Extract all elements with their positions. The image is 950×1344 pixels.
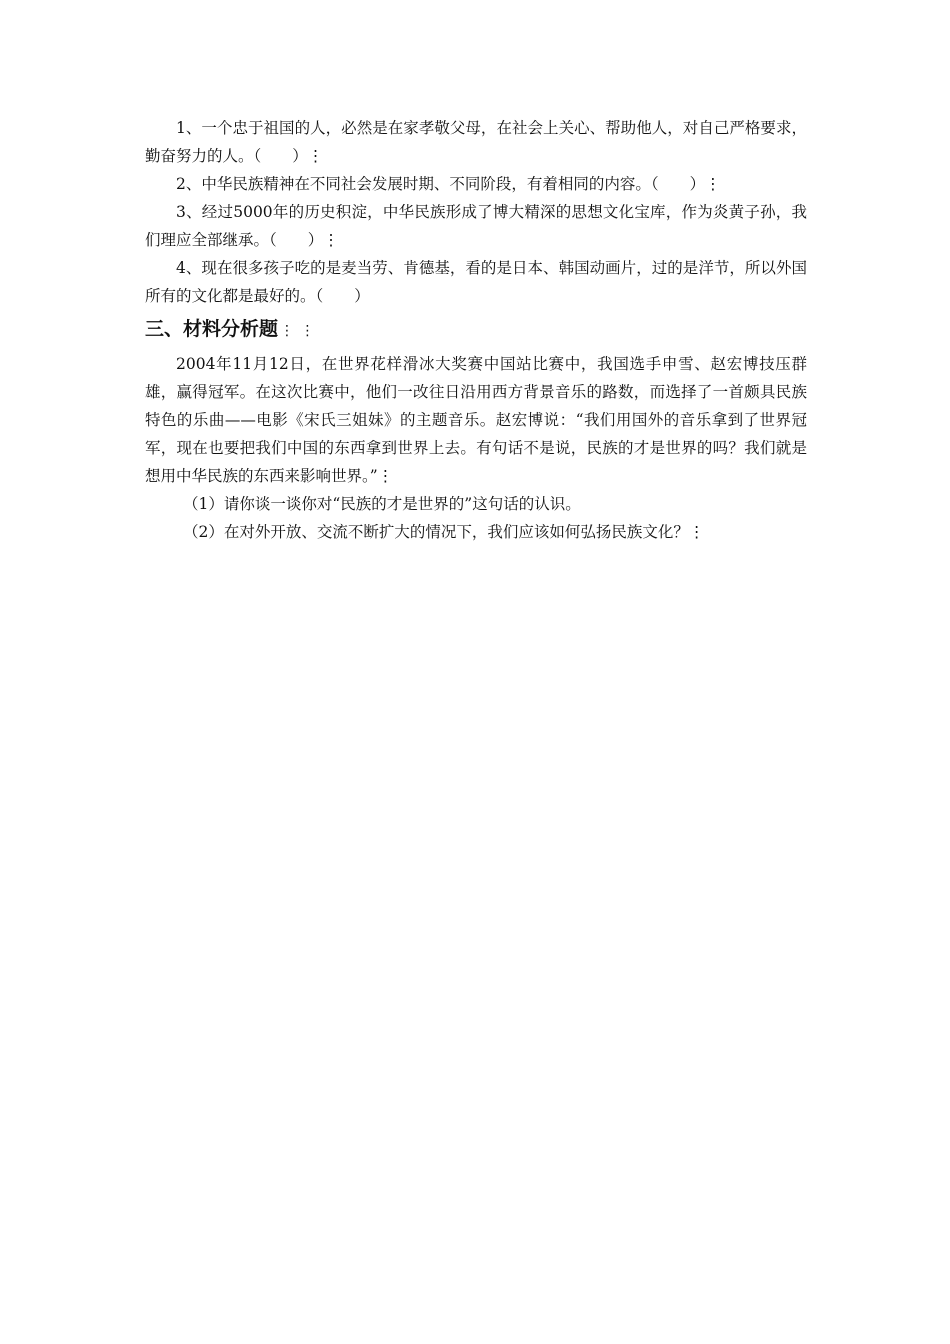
- document-content: [145, 114, 807, 546]
- material-paragraph: 2004年11月12日，在世界花样滑冰大奖赛中国站比赛中，我国选手申雪、赵宏博技压群雄，赢得冠军。在这次比赛中，他们一改往日沿用西方背景音乐的路数，而选择了一首颇具民族特色的乐曲——电影《宋氏三姐妹》的主题音乐。赵宏博说：“我们用国外的音乐拿到了世界冠军，现在也要把我们中国的东西拿到世界上去。有句话不是说，民族的才是世界的吗？我们就是想用中华民族的东西来影响世界。”⋮: [145, 355, 807, 485]
- section-heading: [145, 312, 807, 348]
- question-1: （1）请你谈一谈你对“民族的才是世界的”这句话的认识。: [183, 495, 581, 513]
- judgement-item-4: 4、现在很多孩子吃的是麦当劳、肯德基，看的是日本、韩国动画片，过的是洋节，所以外国所有的文化都是最好的。（ ）: [145, 259, 807, 305]
- question-2: （2）在对外开放、交流不断扩大的情况下，我们应该如何弘扬民族文化？⋮: [183, 523, 705, 541]
- section-heading-text: 三、材料分析题: [145, 318, 279, 340]
- section-heading-marks: ⋮ ⋮: [280, 323, 316, 339]
- judgement-item-3: 3、经过5000年的历史积淀，中华民族形成了博大精深的思想文化宝库，作为炎黄子孙，我们理应全部继承。（ ）⋮: [145, 203, 807, 249]
- judgement-item-1: 1、一个忠于祖国的人，必然是在家孝敬父母，在社会上关心、帮助他人，对自己严格要求，勤奋努力的人。（ ）⋮: [145, 119, 807, 165]
- judgement-item-2: 2、中华民族精神在不同社会发展时期、不同阶段，有着相同的内容。（ ）⋮: [176, 175, 721, 193]
